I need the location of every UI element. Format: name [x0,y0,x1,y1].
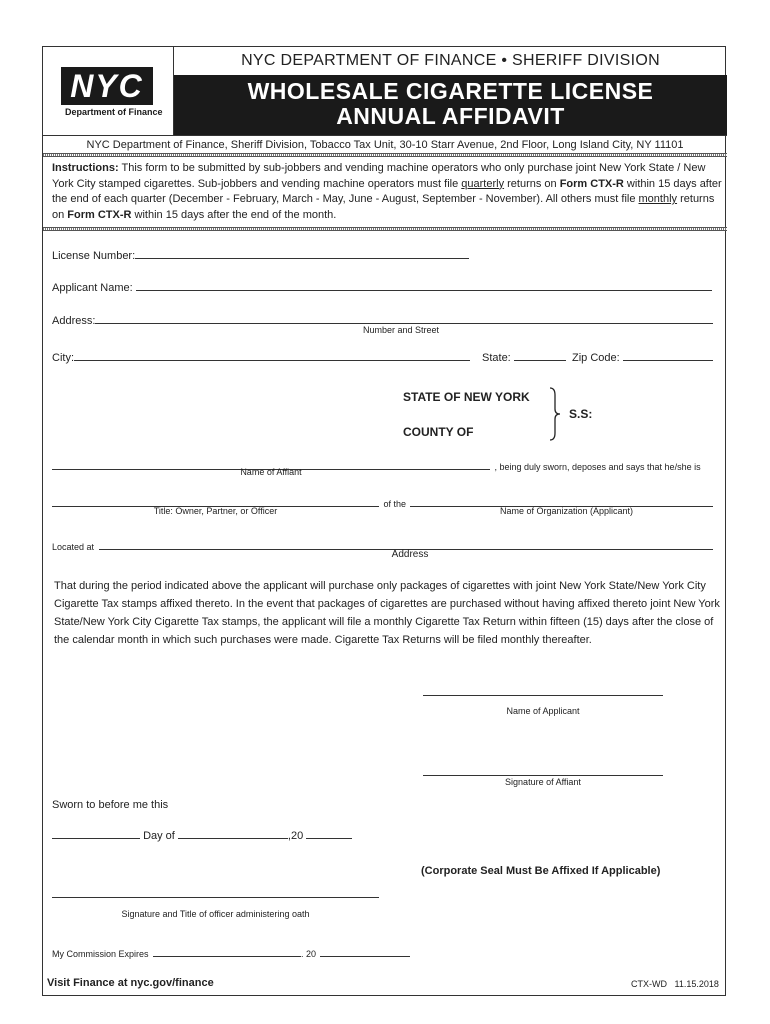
hatched-divider [43,227,727,231]
commission-year-prefix: . 20 [300,949,316,959]
divider [43,135,727,136]
commission-row [52,944,410,962]
located-at-label: Located at [52,542,95,552]
corporate-seal-note: (Corporate Seal Must Be Affixed If Applicable) [421,865,661,877]
zip-code-label: Zip Code: [572,352,620,364]
affirmation-text: That during the period indicated above the applicant will purchase only packages of cigarettes with joint New York State/New York City Cigarette Tax stamps affixed thereto. In the event that packages of cigarettes are purchased without having affixed thereto joint New York State/New York City Cigarette Tax stamps, the applicant will file a monthly Cigarette Tax Return within fifteen (15) days after the close of the calendar month in which such purchases were made. Cigarette Tax Returns will be filed monthly thereafter. [54,580,720,646]
title-band [174,75,727,135]
hatched-divider [43,153,727,157]
logo-area [43,47,174,135]
city-label: City: [52,352,74,364]
officer-signature-line[interactable] [52,897,379,898]
division-title-right: SHERIFF DIVISION [512,52,660,69]
year-prefix: ,20 [287,830,304,842]
commission-year-field[interactable] [320,946,410,957]
nyc-logo: NYC [61,67,153,105]
affiant-signature-line[interactable] [423,775,663,776]
county-of: COUNTY OF [403,425,474,439]
instructions-text: within 15 days after the end of each quarter (December - February, March - May, June - August, September - November). All others must file [52,177,722,205]
commission-expires-label: My Commission Expires [52,949,149,959]
name-of-affiant-caption: Name of Affiant [240,467,302,477]
division-bullet: • [501,52,508,69]
instructions-text: within 15 days after the end of the month. [131,208,337,221]
commission-date-field[interactable] [153,946,301,957]
form-reference: Form CTX-R [559,177,624,190]
form-title-line2: ANNUAL AFFIDAVIT [336,103,565,129]
applicant-name-row [52,280,712,294]
visit-finance-link[interactable]: Visit Finance at nyc.gov/finance [47,977,214,989]
instructions-text: This form to be submitted by sub-jobbers and vending machine operators who only purchase joint New York State / New York City stamped cigarettes. Sub-jobbers and vending machine operators must file [52,162,706,190]
monthly-term: monthly [638,193,678,205]
instructions-label: Instructions: [52,162,119,174]
ss-label: S.S: [569,407,593,421]
quarterly-term: quarterly [461,177,505,190]
sworn-text: , being duly sworn, deposes and says that he/she is [494,462,701,472]
month-field[interactable] [178,828,288,839]
title-caption: Title: Owner, Partner, or Officer [153,506,278,516]
instructions [52,161,722,223]
organization-caption: Name of Organization (Applicant) [499,506,634,516]
zip-code-field[interactable] [623,350,713,361]
form-title [174,79,727,129]
division-title-left: NYC DEPARTMENT OF FINANCE [241,52,497,69]
applicant-name-line[interactable] [423,695,663,696]
year-field[interactable] [306,828,352,839]
day-of-label: Day of [143,830,175,842]
instructions-text: returns on [52,193,715,221]
applicant-name-label: Applicant Name: [52,282,133,294]
state-field[interactable] [514,350,566,361]
address-field[interactable] [95,313,713,324]
license-number-field[interactable] [135,248,469,259]
signature-of-affiant-caption: Signature of Affiant [505,777,581,787]
state-label: State: [482,352,511,364]
license-number-label: License Number: [52,250,136,262]
sworn-before-label: Sworn to before me this [52,799,169,811]
form-code: CTX-WD 11.15.2018 [631,979,719,989]
name-of-applicant-caption: Name of Applicant [506,706,580,716]
affidavit-form [42,46,726,996]
license-number-row [52,248,469,262]
state-of-new-york: STATE OF NEW YORK [403,390,530,404]
form-reference: Form CTX-R [67,208,132,221]
number-street-caption: Number and Street [363,325,440,335]
zip-row [572,350,713,364]
of-the-label: of the [383,499,406,509]
office-address: NYC Department of Finance, Sheriff Division, Tobacco Tax Unit, 30-10 Starr Avenue, 2nd Floor, Long Island City, NY 11101 [86,139,684,151]
sworn-date-row [52,828,352,842]
address-caption: Address [391,549,429,560]
day-field[interactable] [52,828,140,839]
applicant-name-field[interactable] [136,280,712,291]
address-label: Address: [52,315,96,327]
state-row [482,350,566,364]
division-title [174,47,727,75]
officer-signature-caption: Signature and Title of officer administering oath [121,909,310,919]
department-logo-label: Department of Finance [65,107,163,117]
city-field[interactable] [74,350,470,361]
form-title-line1: WHOLESALE CIGARETTE LICENSE [247,78,654,104]
instructions-text: returns on [504,177,560,190]
brace-icon [547,387,561,441]
city-row [52,350,470,364]
